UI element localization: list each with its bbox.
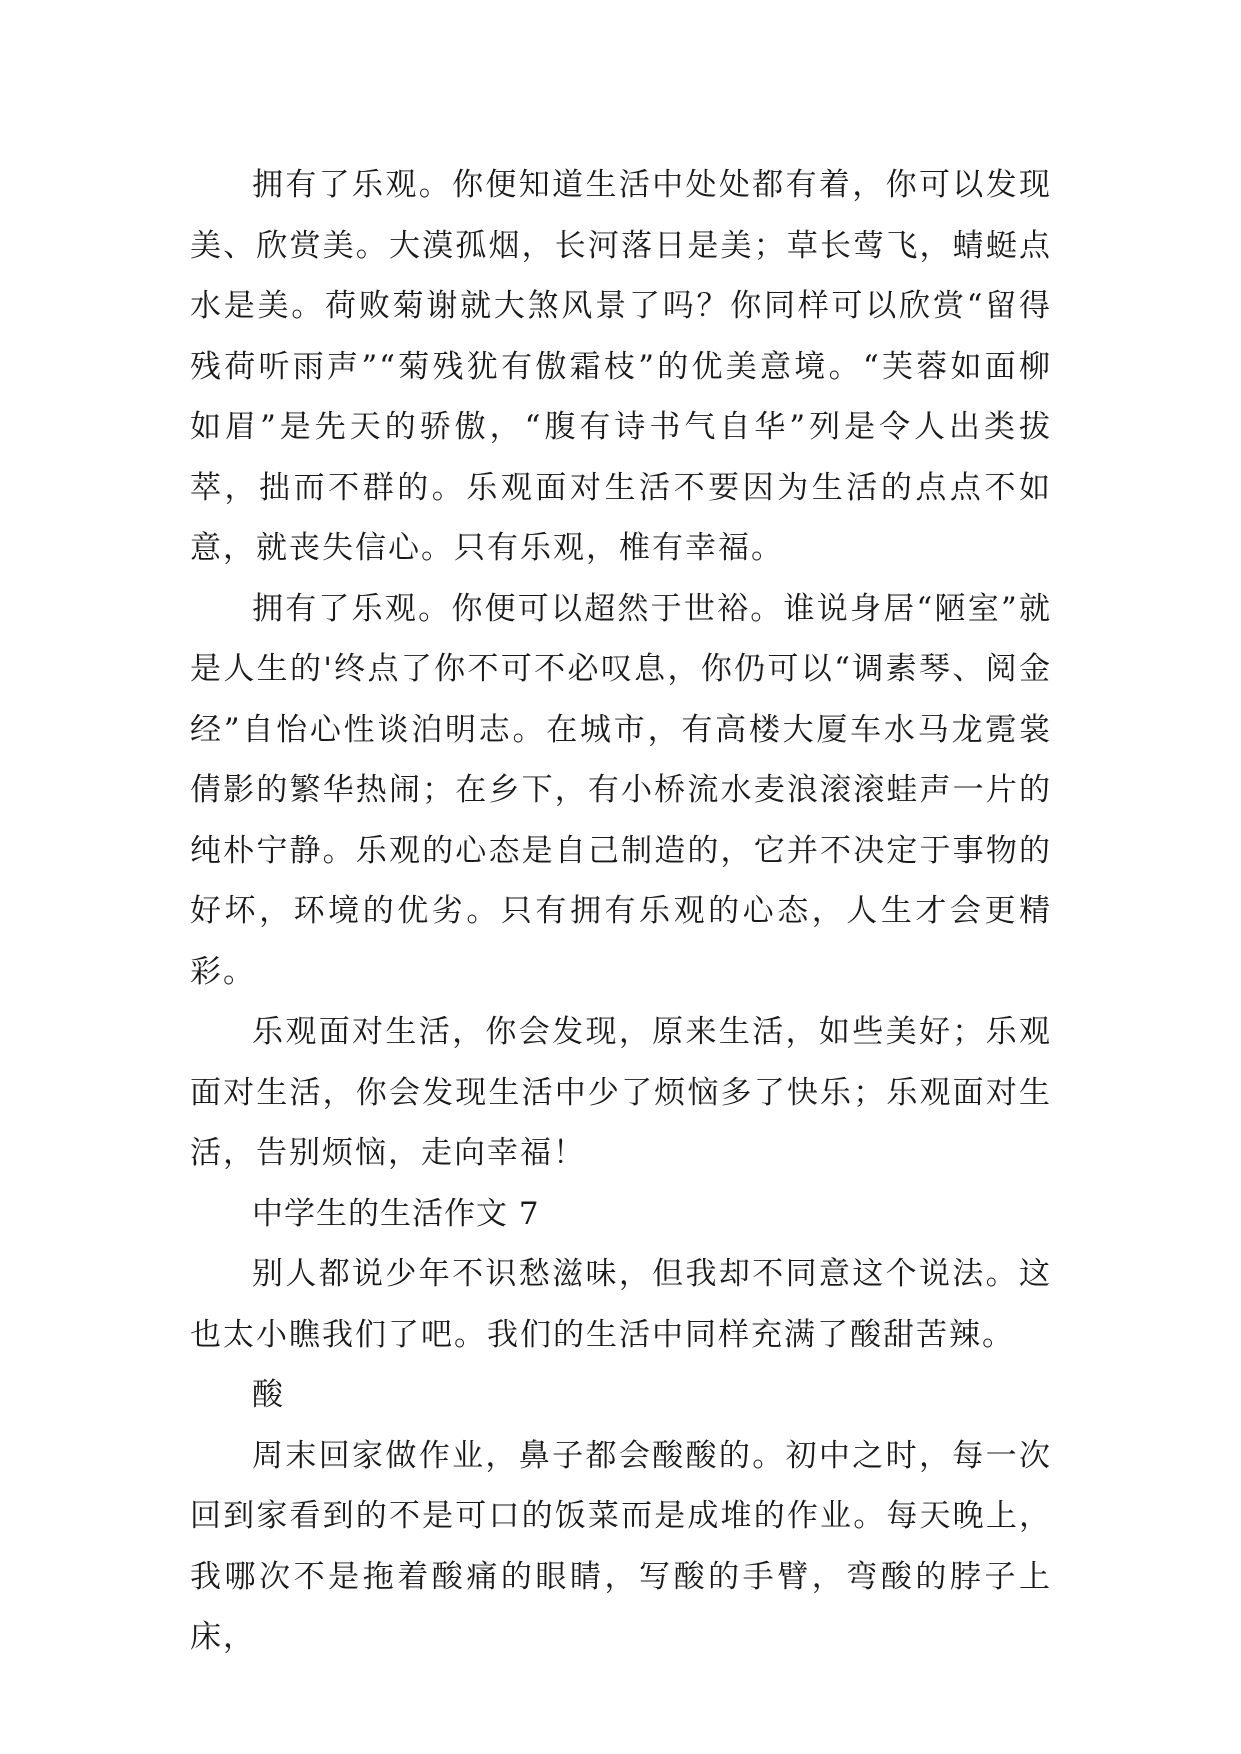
document-page	[190, 155, 1052, 1668]
paragraph-optimism-conclusion: 乐观面对生活，你会发现，原来生活，如些美好；乐观面对生活，你会发现生活中少了烦恼多了快乐；乐观面对生活，告别烦恼，走向幸福！	[190, 1014, 1052, 1171]
paragraph-intro: 别人都说少年不识愁滋味，但我却不同意这个说法。这也太小瞧我们了吧。我们的生活中同样充满了酸甜苦辣。	[190, 1256, 1052, 1353]
paragraph-optimism-beauty: 拥有了乐观。你便知道生活中处处都有着，你可以发现美、欣赏美。大漠孤烟，长河落日是美；草长莺飞，蜻蜓点水是美。荷败菊谢就大煞风景了吗？你同样可以欣赏“留得残荷听雨声”“菊残犹有傲霜枝”的优美意境。“芙蓉如面柳如眉”是先天的骄傲，“腹有诗书气自华”列是令人出类拔萃，拙而不群的。乐观面对生活不要因为生活的点点不如意，就丧失信心。只有乐观，椎有幸福。	[190, 167, 1052, 566]
essay-title: 中学生的生活作文 7	[252, 1195, 540, 1232]
paragraph-optimism-transcend: 拥有了乐观。你便可以超然于世裕。谁说身居“陋室”就是人生的'终点了你不可不必叹息，你仍可以“调素琴、阅金经”自怡心性谈泊明志。在城市，有高楼大厦车水马龙霓裳倩影的繁华热闹；在乡下，有小桥流水麦浪滚滚蛙声一片的纯朴宁静。乐观的心态是自己制造的，它并不决定于事物的好坏，环境的优劣。只有拥有乐观的心态，人生才会更精彩。	[190, 590, 1052, 990]
paragraph-homework: 周末回家做作业，鼻子都会酸酸的。初中之时，每一次回到家看到的不是可口的饭菜而是成堆的作业。每天晚上，我哪次不是拖着酸痛的眼睛，写酸的手臂，弯酸的脖子上床，	[190, 1437, 1052, 1655]
section-heading-sour: 酸	[252, 1377, 284, 1413]
